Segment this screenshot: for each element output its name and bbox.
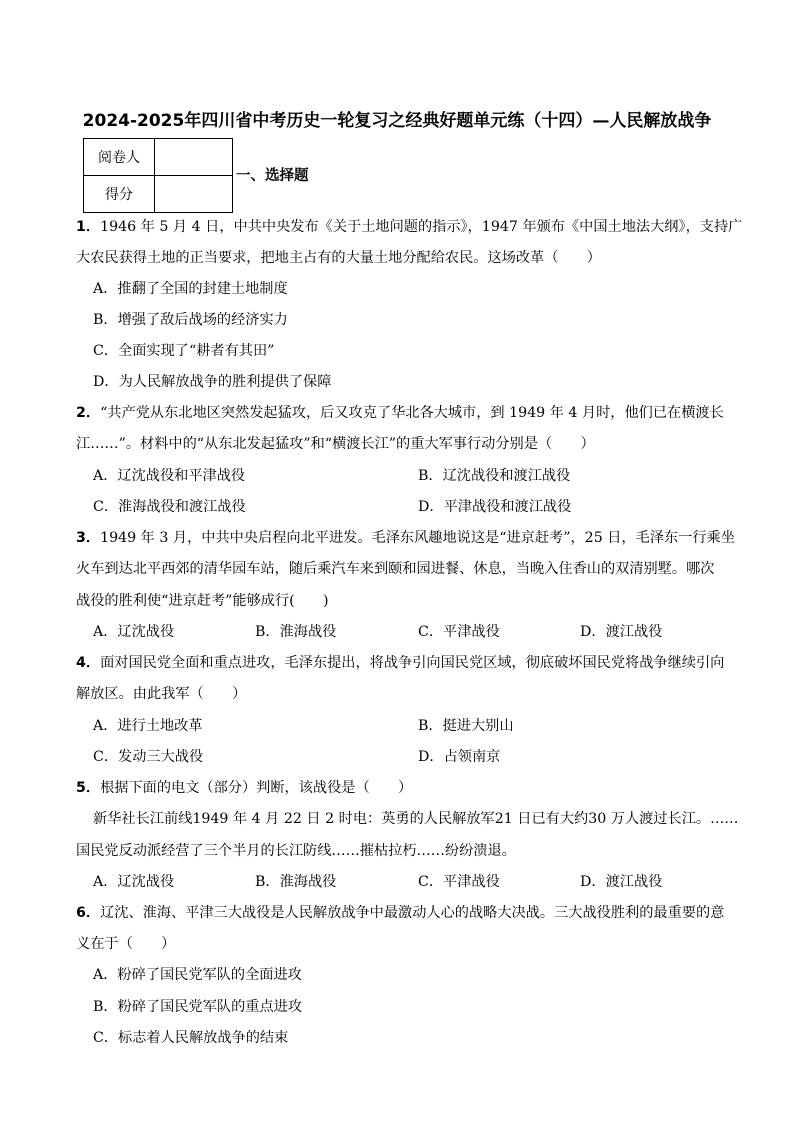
question-1-option-c[interactable]: C．全面实现了“耕者有其田”	[93, 343, 275, 359]
question-4-number: 4．	[76, 655, 101, 671]
question-1-option-b[interactable]: B．增强了敌后战场的经济实力	[93, 312, 288, 328]
reviewer-value-cell[interactable]	[155, 139, 233, 176]
page-title: 2024-2025年四川省中考历史一轮复习之经典好题单元练（十四）—人民解放战争	[82, 111, 712, 131]
question-4-stem-line-1: 4．面对国民党全面和重点进攻，毛泽东提出，将战争引向国民党区域，彻底破坏国民党将战争继续引向	[76, 655, 725, 671]
question-3-option-b[interactable]: B．淮海战役	[255, 624, 337, 640]
question-3-stem-line-2: 火车到达北平西郊的清华园车站，随后乘汽车来到颐和园进餐、休息，当晚入住香山的双清别墅。哪次	[76, 561, 715, 577]
question-5-option-c[interactable]: C．平津战役	[418, 874, 500, 890]
question-1-stem-line-1: 1．1946 年 5 月 4 日，中共中央发布《关于土地问题的指示》，1947 年颁布《中国土地法大纲》，支持广	[76, 219, 743, 235]
question-1-option-a[interactable]: A．推翻了全国的封建土地制度	[93, 281, 288, 297]
question-4-option-a[interactable]: A．进行土地改革	[93, 718, 203, 734]
reviewer-label: 阅卷人	[84, 139, 155, 176]
question-2-stem-line-1: 2．“共产党从东北地区突然发起猛攻，后又攻克了华北各大城市，到 1949 年 4 月时，他们已在横渡长	[76, 405, 724, 421]
question-6-stem-line-2: 义在于（ ）	[76, 936, 176, 952]
question-2-option-d[interactable]: D．平津战役和渡江战役	[418, 499, 572, 515]
question-3-option-d[interactable]: D．渡江战役	[580, 624, 663, 640]
question-5-option-a[interactable]: A．辽沈战役	[93, 874, 175, 890]
question-6-option-a[interactable]: A．粉碎了国民党军队的全面进攻	[93, 967, 302, 983]
question-5-stem-line-1: 5．根据下面的电文（部分）判断，该战役是（ ）	[76, 780, 413, 796]
question-3-option-a[interactable]: A．辽沈战役	[93, 624, 175, 640]
question-4-option-c[interactable]: C．发动三大战役	[93, 749, 204, 765]
question-1-number: 1．	[76, 219, 101, 235]
score-label: 得分	[84, 176, 155, 213]
question-3-number: 3．	[76, 530, 101, 546]
question-3-option-c[interactable]: C．平津战役	[418, 624, 500, 640]
question-2-stem-line-2: 江……”。材料中的“从东北发起猛攻”和“横渡长江”的重大军事行动分别是（ ）	[76, 436, 595, 452]
question-2-number: 2．	[76, 405, 101, 421]
question-2-option-c[interactable]: C．淮海战役和渡江战役	[93, 499, 246, 515]
question-4-option-b[interactable]: B．挺进大别山	[418, 718, 514, 734]
question-6-option-b[interactable]: B．粉碎了国民党军队的重点进攻	[93, 999, 303, 1015]
question-6-option-c[interactable]: C．标志着人民解放战争的结束	[93, 1030, 289, 1046]
question-6-stem-line-1: 6．辽沈、淮海、平津三大战役是人民解放战争中最激动人心的战略大决战。三大战役胜利的最重要的意	[76, 905, 725, 921]
question-4-option-d[interactable]: D．占领南京	[418, 749, 501, 765]
question-1-option-d[interactable]: D．为人民解放战争的胜利提供了保障	[93, 374, 332, 390]
question-6-number: 6．	[76, 905, 101, 921]
question-2-option-a[interactable]: A．辽沈战役和平津战役	[93, 468, 246, 484]
question-3-stem-line-3: 战役的胜利使“进京赶考”能够成行( )	[76, 593, 329, 609]
question-5-quote-line-1: 新华社长江前线1949 年 4 月 22 日 2 时电：英勇的人民解放军21 日已有大约30 万人渡过长江。……	[93, 811, 739, 827]
section-title: 一、选择题	[236, 168, 309, 184]
score-value-cell[interactable]	[155, 176, 233, 213]
question-5-quote-line-2: 国民党反动派经营了三个半月的长江防线……摧枯拉朽……纷纷溃退。	[76, 843, 516, 859]
question-1-stem-line-2: 大农民获得土地的正当要求，把地主占有的大量土地分配给农民。这场改革（ ）	[76, 250, 601, 266]
question-2-option-b[interactable]: B．辽沈战役和渡江战役	[418, 468, 571, 484]
question-4-stem-line-2: 解放区。由此我军（ ）	[76, 686, 247, 702]
question-3-stem-line-1: 3．1949 年 3 月，中共中央启程向北平进发。毛泽东风趣地说这是“进京赶考”，25 日，毛泽东一行乘坐	[76, 530, 735, 546]
score-table	[83, 138, 233, 213]
question-5-number: 5．	[76, 780, 101, 796]
question-5-option-b[interactable]: B．淮海战役	[255, 874, 337, 890]
question-5-option-d[interactable]: D．渡江战役	[580, 874, 663, 890]
